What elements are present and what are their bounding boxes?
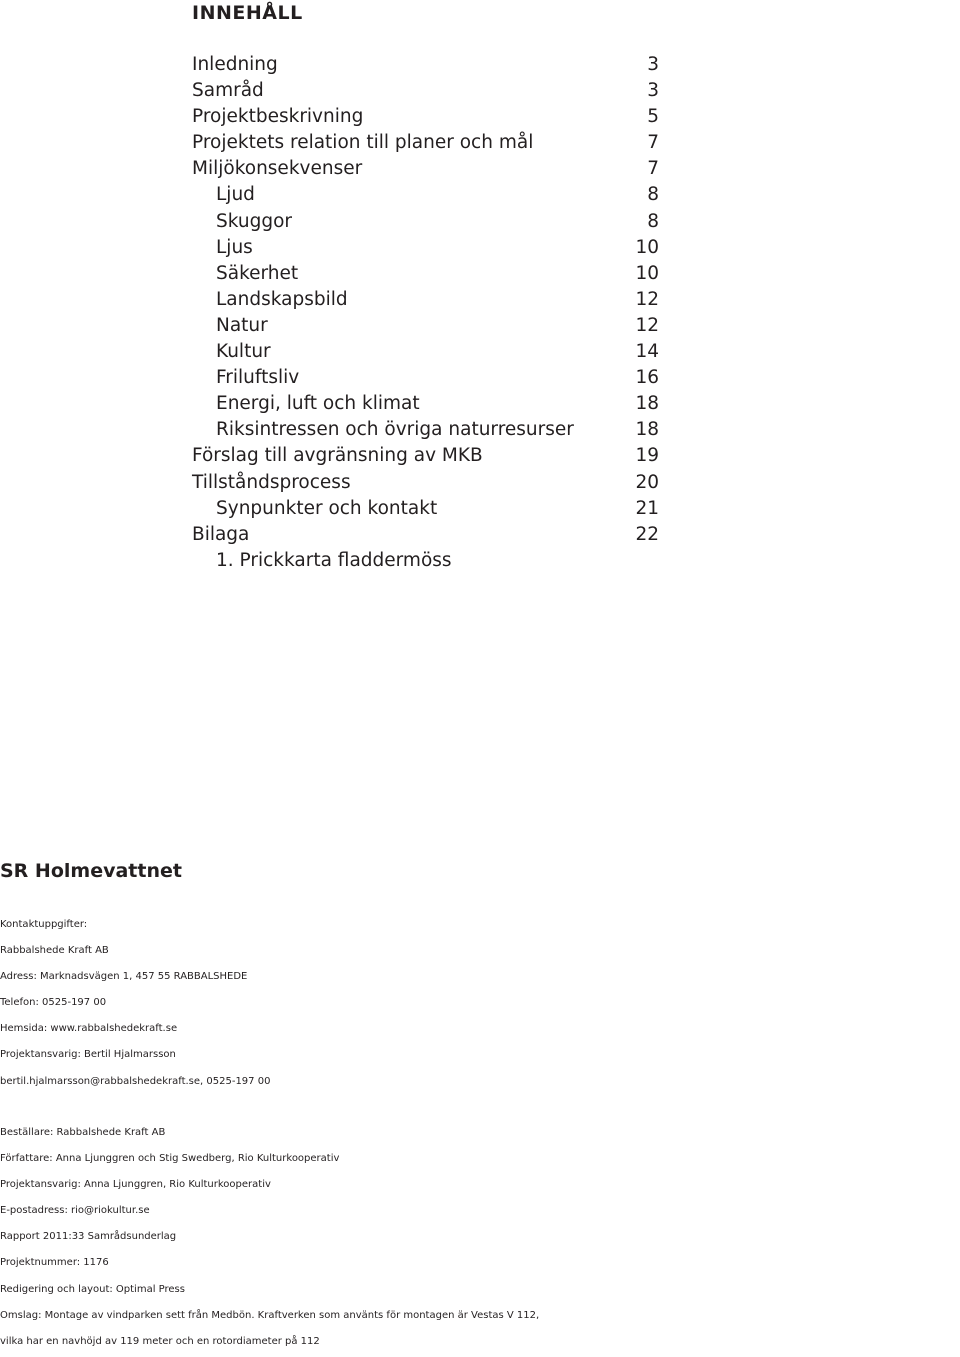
credit-line: Redigering och layout: Optimal Press [0,1283,185,1295]
toc-entry-page: 5 [647,106,659,128]
credit-line: Projektnummer: 1176 [0,1257,109,1269]
project-title: SR Holmevattnet [0,860,182,882]
credit-line: Rapport 2011:33 Samrådsunderlag [0,1231,177,1243]
toc-entry-page: 16 [635,367,659,389]
toc-entry-page: 12 [635,288,659,310]
toc-entry [192,130,659,156]
toc-entry [192,209,659,235]
toc-entry [192,548,659,574]
toc-entry [192,470,659,496]
toc-entry [192,261,659,287]
toc-entry-page: 3 [647,54,659,75]
contact-line: Projektansvarig: Bertil Hjalmarsson [0,1049,176,1061]
toc-entry-label: Projektets relation till planer och mål [192,132,534,154]
toc-entry [192,496,659,522]
toc-entry-label: Miljökonsekvenser [192,158,363,180]
toc-entry-page: 10 [635,236,659,258]
toc-entry-label: 1. Prickkarta fladdermöss [216,549,452,571]
toc-entry-label: Inledning [192,54,278,75]
toc-entry-label: Förslag till avgränsning av MKB [192,445,483,467]
toc-entry-page: 20 [635,471,659,493]
toc-entry [192,78,659,104]
toc-entry [192,443,659,469]
toc-entry-label: Samråd [192,80,264,102]
toc-entry [192,104,659,130]
toc-entry [192,391,659,417]
toc-entry-label: Ljud [216,184,255,206]
credit-line: Beställare: Rabbalshede Kraft AB [0,1127,166,1138]
toc-entry-label: Landskapsbild [216,288,348,310]
toc-entry-label: Energi, luft och klimat [216,393,420,415]
toc-entry-label: Ljus [216,236,253,258]
toc-entry-page: 7 [647,132,659,154]
contact-line: bertil.hjalmarsson@rabbalshedekraft.se, 0525-197 00 [0,1075,271,1087]
contact-line: Kontaktuppgifter: [0,919,88,930]
credit-line: Omslag: Montage av vindparken sett från Medbön. Kraftverken som använts för montagen är Vestas V 112, [0,1309,540,1321]
contact-line: Rabbalshede Kraft AB [0,945,109,957]
toc-entry [192,52,659,78]
toc-entry [192,235,659,261]
toc-entry-label: Synpunkter och kontakt [216,497,438,519]
toc-entry-page: 7 [647,158,659,180]
toc-entry-page: 14 [635,341,659,363]
toc-entry-label: Kultur [216,341,271,363]
toc-entry [192,417,659,443]
contact-line: Hemsida: www.rabbalshedekraft.se [0,1023,178,1035]
toc-entry [192,313,659,339]
toc-entry-page: 19 [635,445,659,467]
credit-line: Författare: Anna Ljunggren och Stig Swedberg, Rio Kulturkooperativ [0,1153,340,1165]
credit-line: E-postadress: rio@riokultur.se [0,1205,150,1217]
toc-entry [192,365,659,391]
toc-entry [192,339,659,365]
report-credits [0,1120,960,1355]
toc-entry-page: 3 [647,80,659,102]
toc-entry-page: 18 [635,393,659,415]
credit-line: Projektansvarig: Anna Ljunggren, Rio Kulturkooperativ [0,1179,271,1191]
toc-entry-page: 21 [635,497,659,519]
contact-line: Telefon: 0525-197 00 [0,997,107,1009]
toc-entry-page: 18 [635,419,659,441]
toc-entry [192,156,659,182]
toc-entry-page: 8 [647,210,659,232]
toc-entry-page: 8 [647,184,659,206]
toc-entry-label: Skuggor [216,210,293,232]
table-of-contents [192,52,659,574]
toc-entry-label: Tillståndsprocess [192,471,351,493]
toc-entry-label: Säkerhet [216,262,299,284]
toc-entry-label: Natur [216,314,268,336]
toc-entry-label: Projektbeskrivning [192,106,364,128]
toc-heading: INNEHÅLL [192,2,303,24]
toc-entry-label: Riksintressen och övriga naturresurser [216,419,574,441]
credit-line: vilka har en navhöjd av 119 meter och en rotordiameter på 112 [0,1335,320,1347]
toc-entry [192,287,659,313]
toc-entry-label: Bilaga [192,523,250,545]
toc-entry-page: 10 [635,262,659,284]
contact-line: Adress: Marknadsvägen 1, 457 55 RABBALSHEDE [0,971,248,983]
toc-entry-page: 22 [635,523,659,545]
toc-entry [192,522,659,548]
toc-entry-page: 12 [635,314,659,336]
toc-entry-label: Friluftsliv [216,367,300,389]
contact-details [0,912,960,1095]
toc-entry [192,182,659,208]
